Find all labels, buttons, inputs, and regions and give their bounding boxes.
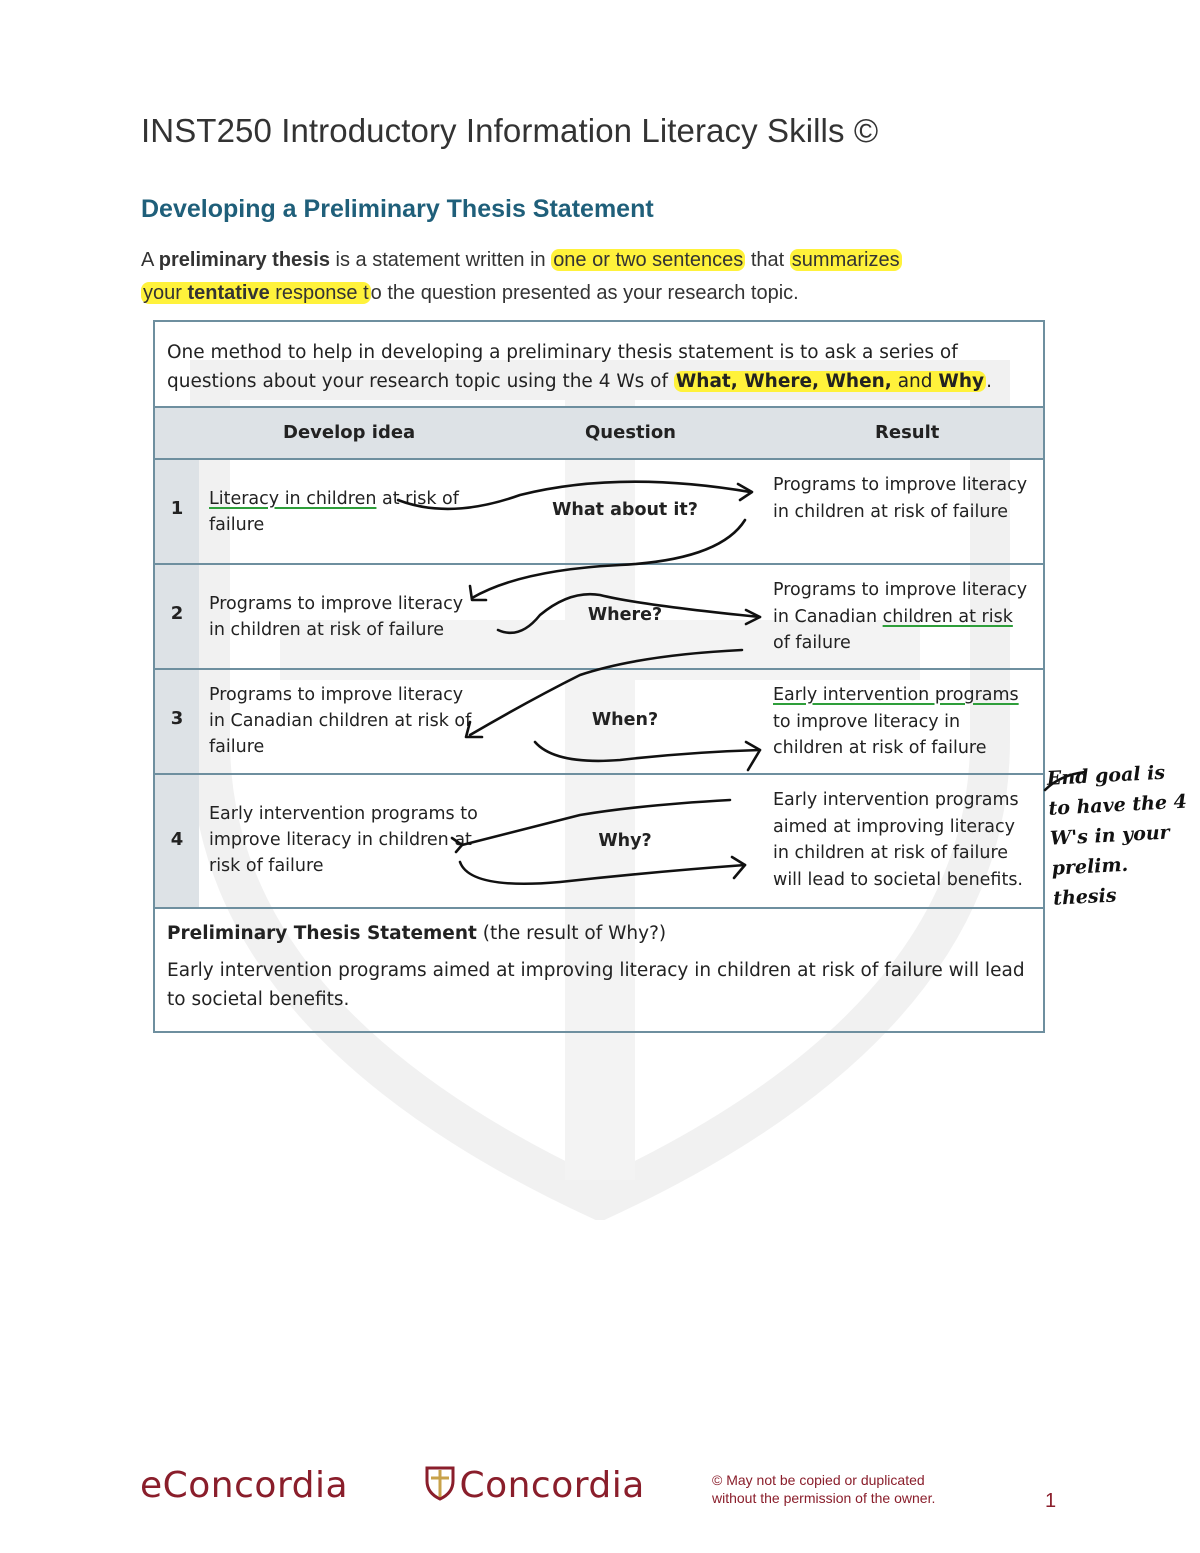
table-intro-text: and: [891, 371, 939, 392]
question-cell: Why?: [598, 831, 652, 851]
table-row: [155, 670, 1043, 775]
develop-idea-cell: [209, 486, 479, 538]
question-cell: What about it?: [552, 500, 698, 520]
concordia-logo-text: Concordia: [459, 1465, 645, 1506]
concordia-logo: [425, 1465, 645, 1506]
table-header: [155, 408, 1043, 460]
final-label-note: (the result of Why?): [476, 923, 667, 944]
handwritten-note: End goal is to have the 4 W's in your prelim. thesis: [1046, 761, 1188, 910]
intro-bold: tentative: [187, 282, 270, 304]
table-row: [155, 775, 1043, 909]
row-number: [155, 775, 199, 907]
table-intro: [155, 322, 1043, 408]
final-thesis-text: Early intervention programs aimed at improving literacy in children at risk of failure will lead to societal benefits.: [167, 960, 1025, 1010]
row-number: [155, 565, 199, 668]
table-intro-text: .: [986, 371, 992, 392]
develop-idea-cell: Programs to improve literacy in children at risk of failure: [209, 594, 464, 640]
intro-highlight: one or two sentences: [553, 249, 744, 271]
result-text: to improve literacy in children at risk of failure: [773, 711, 987, 758]
develop-idea-cell: Programs to improve literacy in Canadian children at risk of failure: [209, 685, 472, 757]
intro-highlight-text: response t: [269, 282, 369, 304]
intro-highlight-text: your: [143, 282, 188, 304]
final-label-line: [167, 923, 1031, 944]
section-heading: Developing a Preliminary Thesis Statement: [141, 195, 654, 223]
result-text: Programs to improve literacy in Canadian: [773, 580, 1028, 627]
table-intro-bold: What, Where, When,: [675, 371, 892, 392]
table-row: [155, 565, 1043, 670]
column-header: Question: [585, 422, 676, 443]
table-intro-text: One method to help in developing a preliminary thesis statement is to ask a series of questions about your research topic using the 4 Ws of: [167, 342, 958, 392]
underlined-text: Early intervention programs: [773, 685, 1019, 705]
econcordia-logo-text: eConcordia: [140, 1465, 349, 1506]
intro-text: A: [141, 249, 159, 271]
row-number-text: 4: [170, 829, 184, 850]
result-cell: [773, 577, 1035, 657]
underlined-text: children at risk: [882, 606, 1013, 627]
table-intro-highlight: [674, 371, 986, 392]
intro-highlight: [141, 282, 371, 304]
result-cell: [773, 682, 1035, 762]
intro-text: that: [745, 249, 790, 271]
intro-text: o the question presented as your research topic.: [370, 282, 799, 304]
concordia-shield-icon: [425, 1465, 455, 1501]
intro-text: is a statement written in: [329, 249, 552, 271]
intro-paragraph: [141, 244, 1051, 310]
result-cell: Programs to improve literacy in children at risk of failure: [773, 475, 1028, 522]
table-row: [155, 460, 1043, 565]
column-header: Result: [875, 422, 940, 443]
final-label: Preliminary Thesis Statement: [167, 923, 477, 944]
question-cell: When?: [591, 710, 659, 730]
underlined-text: Literacy in children: [209, 489, 377, 509]
row-number-text: 1: [170, 498, 184, 519]
intro-highlight: summarizes: [791, 249, 900, 271]
develop-idea-cell: Early intervention programs to improve literacy in children at risk of failure: [209, 804, 478, 876]
page-number: 1: [1045, 1490, 1057, 1512]
copyright-notice: © May not be copied or duplicated without the permission of the owner.: [712, 1472, 936, 1506]
row-number-text: 2: [170, 603, 184, 624]
result-text: of failure: [773, 633, 851, 653]
course-title: INST250 Introductory Information Literacy Skills ©: [141, 112, 879, 149]
table-intro-bold: Why: [938, 371, 985, 392]
row-number-text: 3: [170, 708, 184, 729]
row-number: [155, 460, 199, 563]
econcordia-logo: [140, 1465, 348, 1506]
question-cell: Where?: [587, 605, 663, 625]
idea-text: at risk of failure: [209, 489, 459, 535]
result-cell: Early intervention programs aimed at improving literacy in children at risk of failure will lead to societal benefits.: [773, 790, 1023, 890]
row-number: [155, 670, 199, 773]
final-thesis-section: [155, 909, 1043, 1014]
thesis-guide-table: [153, 320, 1045, 1033]
intro-bold: preliminary thesis: [158, 249, 330, 271]
column-header: Develop idea: [283, 422, 416, 443]
